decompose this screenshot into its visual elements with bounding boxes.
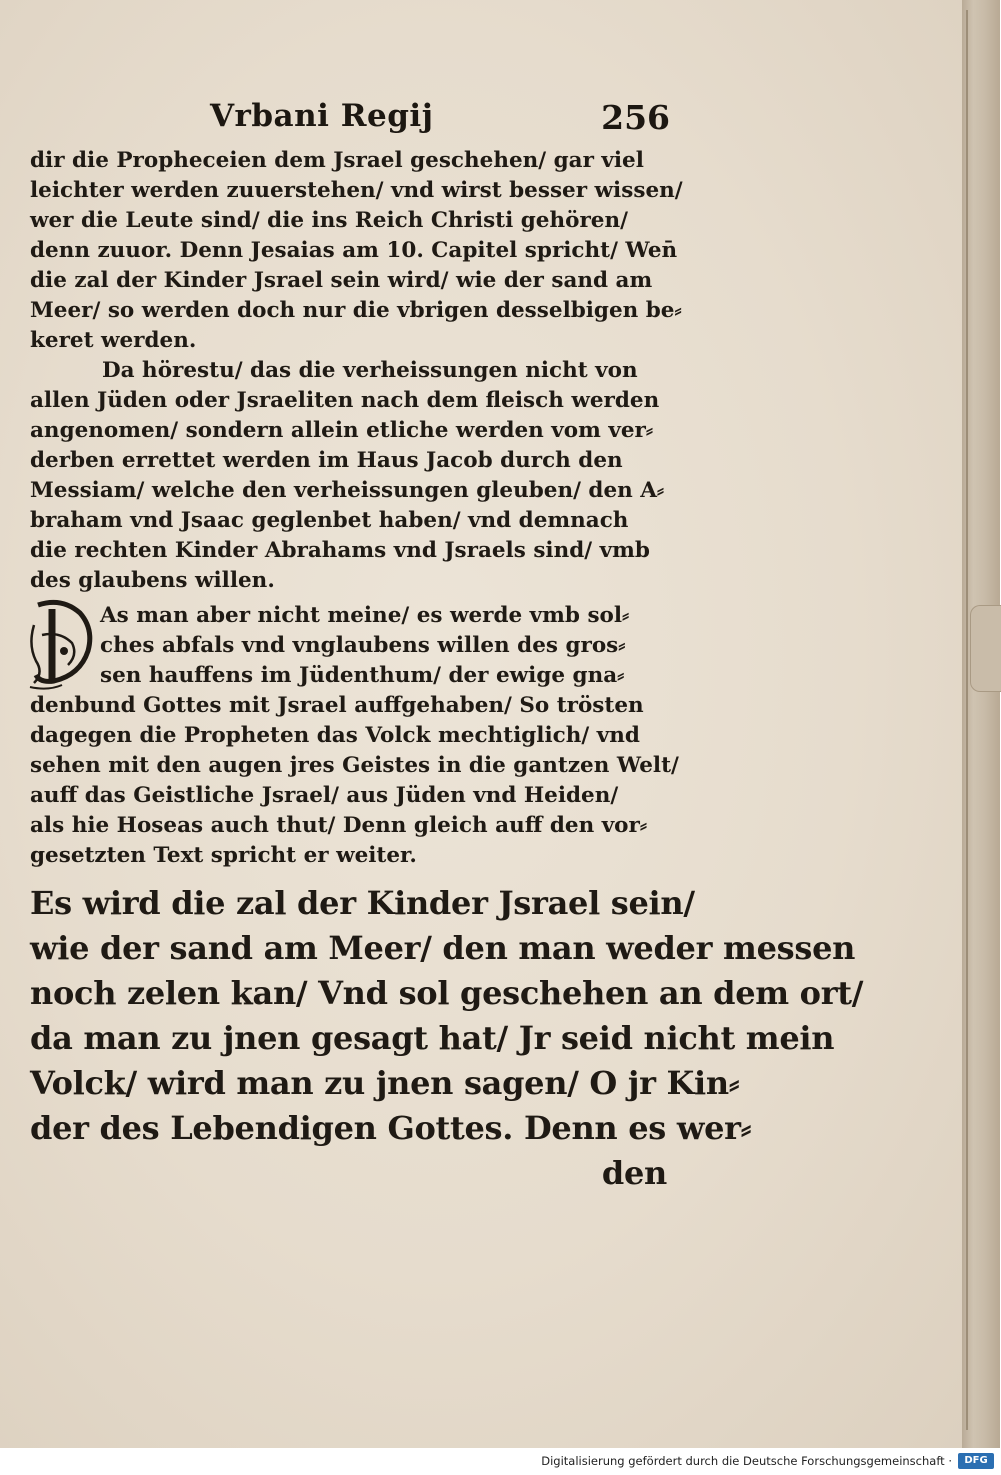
- page-edge-line: [966, 10, 968, 1430]
- text-line: Volck/ wird man zu jnen sagen/ O jr Kin⸗: [30, 1064, 740, 1102]
- page-number: 256: [601, 98, 670, 137]
- text-line: gesetzten Text spricht er weiter.: [30, 843, 417, 868]
- text-line: Es wird die zal der Kinder Jsrael sein/: [30, 884, 695, 922]
- page-header: [210, 98, 670, 148]
- text-line: sehen mit den augen jres Geistes in die gantzen Welt/: [30, 753, 679, 778]
- text-line: auff das Geistliche Jsrael/ aus Jüden vnd Heiden/: [30, 783, 619, 808]
- paragraph-3: [30, 601, 679, 871]
- dfg-logo: DFG: [958, 1453, 994, 1469]
- decorated-initial: [28, 595, 96, 690]
- text-line: sen hauffens im Jüdenthum/ der ewige gna⸗: [100, 663, 625, 688]
- text-line: derben errettet werden im Haus Jacob durch den: [30, 448, 623, 473]
- text-line: wer die Leute sind/ die ins Reich Christi gehören/: [30, 208, 628, 233]
- funding-notice: Digitalisierung gefördert durch die Deutsche Forschungsgemeinschaft ·: [541, 1454, 952, 1468]
- text-line: da man zu jnen gesagt hat/ Jr seid nicht mein: [30, 1019, 835, 1057]
- text-line: angenomen/ sondern allein etliche werden vom ver⸗: [30, 418, 654, 443]
- paragraph-2: [30, 356, 675, 596]
- text-line: leichter werden zuuerstehen/ vnd wirst besser wissen/: [30, 178, 683, 203]
- text-line: braham vnd Jsaac geglenbet haben/ vnd demnach: [30, 508, 629, 533]
- footer-bar: [0, 1448, 1000, 1475]
- paragraph-1: [30, 146, 683, 356]
- text-line: des glaubens willen.: [30, 568, 275, 593]
- catchword: den: [601, 1154, 667, 1192]
- text-line: wie der sand am Meer/ den man weder messen: [30, 929, 856, 967]
- text-line: als hie Hoseas auch thut/ Denn gleich auff den vor⸗: [30, 813, 648, 838]
- text-line: As man aber nicht meine/ es werde vmb sol⸗: [100, 603, 630, 628]
- text-line: dir die Propheceien dem Jsrael geschehen/ gar viel: [30, 148, 644, 173]
- text-line: denbund Gottes mit Jsrael auffgehaben/ So trösten: [30, 693, 644, 718]
- text-line: noch zelen kan/ Vnd sol geschehen an dem ort/: [30, 974, 864, 1012]
- text-line: dagegen die Propheten das Volck mechtiglich/ vnd: [30, 723, 640, 748]
- text-block: [30, 146, 864, 1196]
- running-head: Vrbani Regij: [210, 98, 434, 134]
- page-fold-tab: [970, 605, 1001, 692]
- text-line: Meer/ so werden doch nur die vbrigen desselbigen be⸗: [30, 298, 682, 323]
- text-line: der des Lebendigen Gottes. Denn es wer⸗: [30, 1109, 752, 1147]
- text-line: allen Jüden oder Jsraeliten nach dem fleisch werden: [30, 388, 660, 413]
- text-line: denn zuuor. Denn Jesaias am 10. Capitel spricht/ Wen̄: [30, 238, 678, 263]
- text-line: die rechten Kinder Abrahams vnd Jsraels sind/ vmb: [30, 538, 650, 563]
- text-line: Messiam/ welche den verheissungen gleuben/ den A⸗: [30, 478, 665, 503]
- text-line: Da hörestu/ das die verheissungen nicht von: [102, 358, 638, 383]
- text-line: ches abfals vnd vnglaubens willen des gros⸗: [100, 633, 626, 658]
- text-line: keret werden.: [30, 328, 197, 353]
- scripture-quote: [30, 881, 864, 1196]
- text-line: die zal der Kinder Jsrael sein wird/ wie der sand am: [30, 268, 653, 293]
